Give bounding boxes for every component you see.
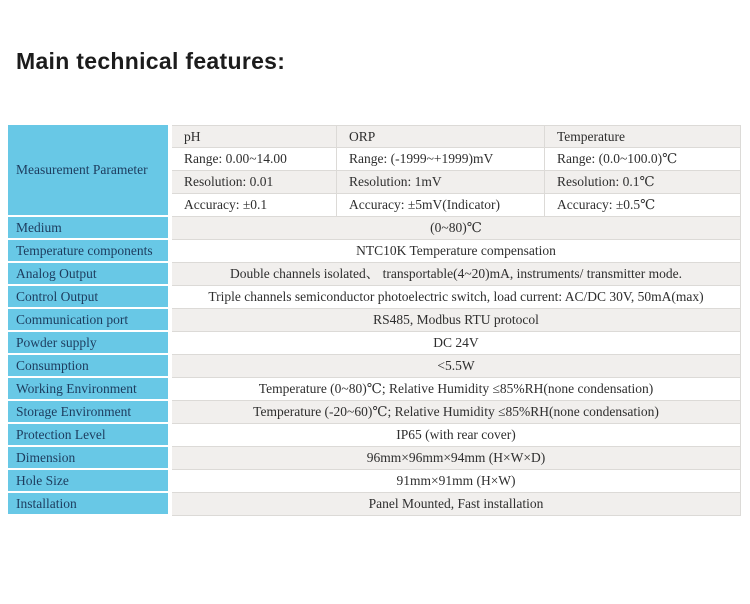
- row-label-hole-size: Hole Size: [8, 470, 172, 493]
- orp-range-cell: Range: (-1999~+1999)mV: [337, 148, 545, 171]
- row-value-powder-supply: DC 24V: [172, 332, 741, 355]
- row-value-analog-output: Double channels isolated、 transportable(4~20)mA, instruments/ transmitter mode.: [172, 263, 741, 286]
- orp-resolution-cell: Resolution: 1mV: [337, 171, 545, 194]
- row-label-communication-port: Communication port: [8, 309, 172, 332]
- table-row: [8, 217, 741, 240]
- table-row: [8, 470, 741, 493]
- col-header-temperature: Temperature: [545, 125, 741, 148]
- row-value-control-output: Triple channels semiconductor photoelectric switch, load current: AC/DC 30V, 50mA(max): [172, 286, 741, 309]
- measurement-parameter-label: Measurement Parameter: [8, 125, 172, 217]
- table-row: [8, 424, 741, 447]
- row-label-consumption: Consumption: [8, 355, 172, 378]
- row-value-communication-port: RS485, Modbus RTU protocol: [172, 309, 741, 332]
- row-label-powder-supply: Powder supply: [8, 332, 172, 355]
- row-label-temperature-components: Temperature components: [8, 240, 172, 263]
- table-row: [8, 447, 741, 470]
- row-label-storage-environment: Storage Environment: [8, 401, 172, 424]
- row-label-working-environment: Working Environment: [8, 378, 172, 401]
- row-label-installation: Installation: [8, 493, 172, 516]
- page-title: Main technical features:: [16, 48, 286, 74]
- table-row: [8, 401, 741, 424]
- temperature-resolution-cell: Resolution: 0.1℃: [545, 171, 741, 194]
- row-value-storage-environment: Temperature (-20~60)℃; Relative Humidity ≤85%RH(none condensation): [172, 401, 741, 424]
- table-row: [8, 355, 741, 378]
- table-row: [8, 286, 741, 309]
- row-value-medium: (0~80)℃: [172, 217, 741, 240]
- row-label-control-output: Control Output: [8, 286, 172, 309]
- temperature-range-cell: Range: (0.0~100.0)℃: [545, 148, 741, 171]
- row-label-protection-level: Protection Level: [8, 424, 172, 447]
- col-header-orp: ORP: [337, 125, 545, 148]
- row-label-analog-output: Analog Output: [8, 263, 172, 286]
- table-row: [8, 378, 741, 401]
- ph-accuracy-cell: Accuracy: ±0.1: [172, 194, 337, 217]
- row-value-working-environment: Temperature (0~80)℃; Relative Humidity ≤85%RH(none condensation): [172, 378, 741, 401]
- table-row: [8, 240, 741, 263]
- row-value-installation: Panel Mounted, Fast installation: [172, 493, 741, 516]
- table-row: [8, 493, 741, 516]
- row-label-dimension: Dimension: [8, 447, 172, 470]
- spec-table: [8, 125, 741, 516]
- row-value-consumption: <5.5W: [172, 355, 741, 378]
- table-row: [8, 263, 741, 286]
- table-row: [8, 332, 741, 355]
- ph-resolution-cell: Resolution: 0.01: [172, 171, 337, 194]
- row-value-dimension: 96mm×96mm×94mm (H×W×D): [172, 447, 741, 470]
- row-label-medium: Medium: [8, 217, 172, 240]
- row-value-protection-level: IP65 (with rear cover): [172, 424, 741, 447]
- row-value-hole-size: 91mm×91mm (H×W): [172, 470, 741, 493]
- table-row: [8, 309, 741, 332]
- row-value-temperature-components: NTC10K Temperature compensation: [172, 240, 741, 263]
- orp-accuracy-cell: Accuracy: ±5mV(Indicator): [337, 194, 545, 217]
- ph-range-cell: Range: 0.00~14.00: [172, 148, 337, 171]
- table-row: [8, 125, 741, 148]
- col-header-ph: pH: [172, 125, 337, 148]
- temperature-accuracy-cell: Accuracy: ±0.5℃: [545, 194, 741, 217]
